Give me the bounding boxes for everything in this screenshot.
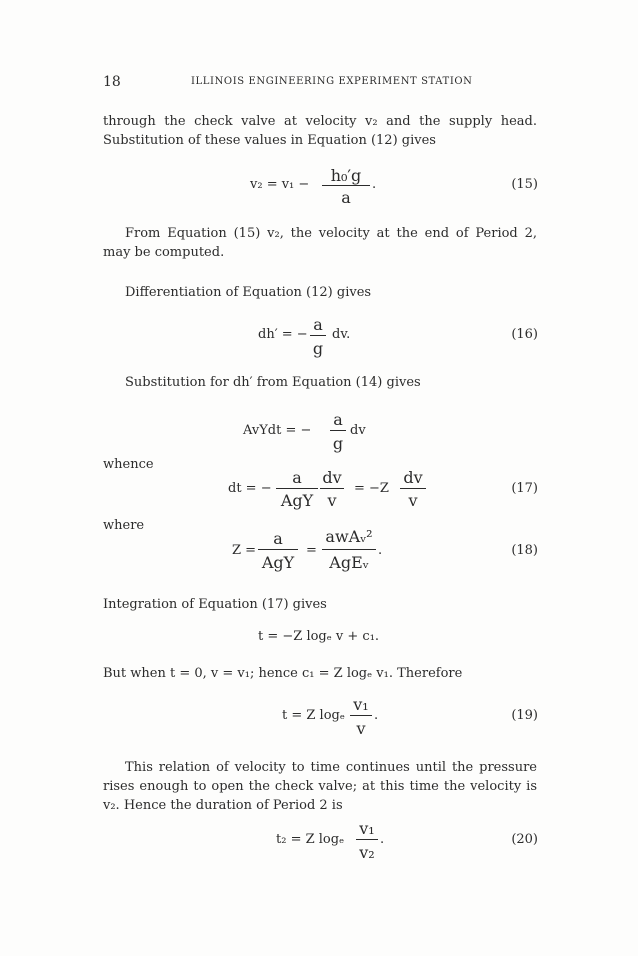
eq16-numerator: a <box>313 315 323 334</box>
eq16-tail: dv. <box>332 327 351 342</box>
eq16-lhs: dh′ = − <box>258 327 308 342</box>
eq17-fraction-bar-2 <box>320 488 344 489</box>
eq18-numerator-1: a <box>273 529 283 548</box>
eq18-number: (18) <box>511 543 538 558</box>
equation-integration: t = −Z logₑ v + c₁. <box>258 629 380 644</box>
eq19-number: (19) <box>511 708 538 723</box>
eq19-denominator: v <box>356 719 366 738</box>
eq17-numerator-3: dv <box>403 468 423 487</box>
eq16-fraction-bar <box>310 335 326 336</box>
eq17-fraction-bar-1 <box>276 488 318 489</box>
paragraph-3: Differentiation of Equation (12) gives <box>125 285 372 300</box>
eq17-fraction-bar-3 <box>400 488 426 489</box>
eq15-tail: . <box>372 177 377 192</box>
paragraph-6: But when t = 0, v = v₁; hence c₁ = Z logₑ v₁. Therefore <box>103 666 463 681</box>
eq17-number: (17) <box>511 481 538 496</box>
eq17-lhs: dt = − <box>228 481 272 496</box>
eq15-numerator: h₀′g <box>330 166 362 185</box>
eq20-denominator: v₂ <box>359 843 375 862</box>
eq-avydt-denominator: g <box>332 434 344 453</box>
eq20-fraction-bar <box>356 839 378 840</box>
eq18-denominator-1: AgY <box>261 553 295 572</box>
eq15-lhs: v₂ = v₁ − <box>250 177 310 192</box>
eq18-denominator-2: AgEᵥ <box>329 553 369 572</box>
eq17-denominator-2: v <box>327 491 337 510</box>
paragraph-2: From Equation (15) v₂, the velocity at the end of Period 2, may be computed. <box>103 226 537 260</box>
eq16-denominator: g <box>312 339 324 358</box>
eq16-number: (16) <box>511 327 538 342</box>
eq20-lhs: t₂ = Z logₑ <box>276 832 345 847</box>
eq17-mid: = −Z <box>354 481 389 496</box>
page-number: 18 <box>103 74 121 90</box>
eq20-tail: . <box>380 832 385 847</box>
eq17-numerator-2: dv <box>322 468 342 487</box>
eq19-lhs: t = Z logₑ <box>282 708 345 723</box>
eq18-fraction-bar-1 <box>258 549 298 550</box>
eq-avydt-lhs: AvYdt = − <box>243 423 312 438</box>
eq20-numerator: v₁ <box>359 819 375 838</box>
paragraph-1: through the check valve at velocity v₂ and the supply head. Substitution of these values in Equation (12) gives <box>103 114 537 148</box>
eq15-number: (15) <box>511 177 538 192</box>
eq17-denominator-3: v <box>408 491 418 510</box>
eq-avydt-numerator: a <box>333 410 343 429</box>
eq-avydt-fraction-bar <box>330 430 346 431</box>
eq18-mid: = <box>306 543 317 558</box>
paragraph-4: Substitution for dh′ from Equation (14) gives <box>125 375 421 390</box>
eq-avydt-tail: dv <box>350 423 366 438</box>
eq15-fraction-bar <box>322 185 370 186</box>
label-whence: whence <box>103 457 154 472</box>
eq18-tail: . <box>378 543 383 558</box>
eq19-numerator: v₁ <box>353 695 369 714</box>
eq18-numerator-2: awAᵥ² <box>325 527 373 546</box>
running-title: ILLINOIS ENGINEERING EXPERIMENT STATION <box>191 76 473 87</box>
eq19-fraction-bar <box>350 715 372 716</box>
eq15-denominator: a <box>341 188 351 207</box>
eq17-denominator-1: AgY <box>280 491 314 510</box>
eq19-tail: . <box>374 708 379 723</box>
eq17-numerator-1: a <box>292 468 302 487</box>
eq20-number: (20) <box>511 832 538 847</box>
paragraph-5: Integration of Equation (17) gives <box>103 597 327 612</box>
label-where: where <box>103 518 145 533</box>
eq18-lhs: Z = <box>232 543 257 558</box>
paragraph-7: This relation of velocity to time continues until the pressure rises enough to open the check valve; at this time the velocity is v₂. Hence the duration of Period 2 is <box>103 760 537 813</box>
eq18-fraction-bar-2 <box>322 549 376 550</box>
